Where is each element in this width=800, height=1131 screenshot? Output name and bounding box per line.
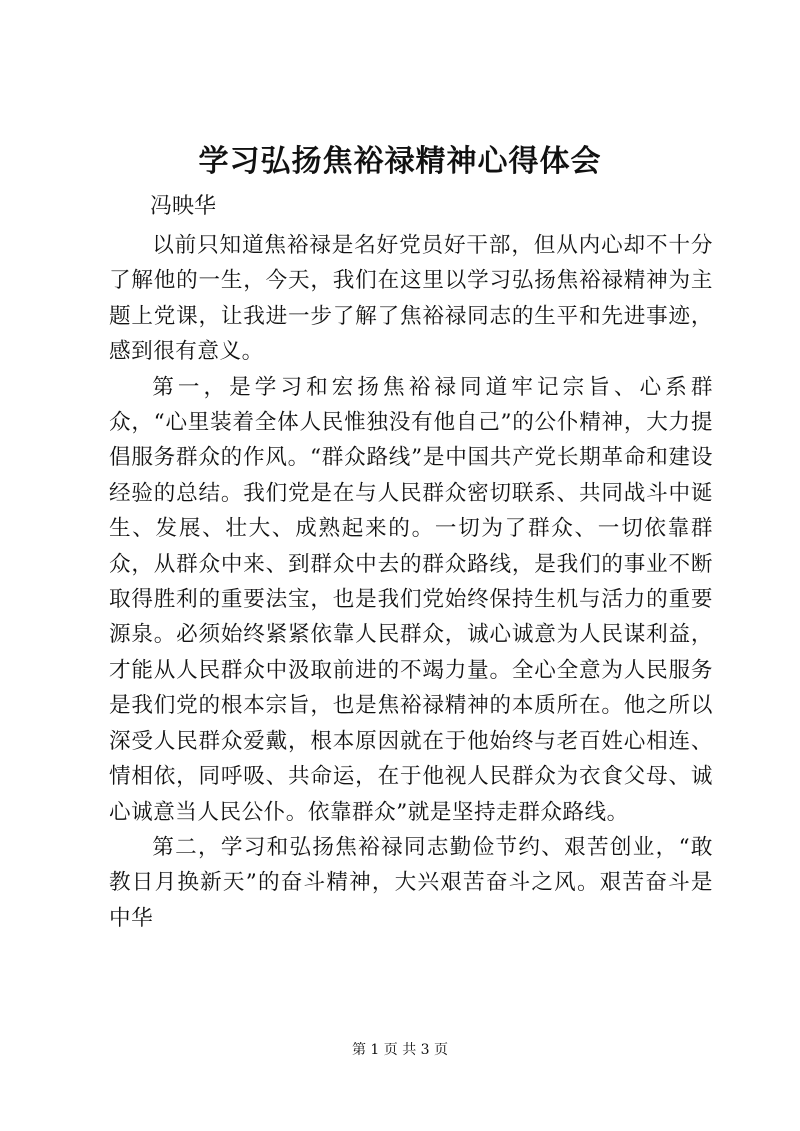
paragraph-first-point: 第一，是学习和宏扬焦裕禄同道牢记宗旨、心系群众，“心里装着全体人民惟独没有他自己”的公仆精神，大力提倡服务群众的作风。“群众路线”是中国共产党长期革命和建设经验的总结。我们党是在与人民群众密切联系、共同战斗中诞生、发展、壮大、成熟起来的。一切为了群众、一切依靠群众，从群众中来、到群众中去的群众路线，是我们的事业不断取得胜利的重要法宝，也是我们党始终保持生机与活力的重要源泉。必须始终紧紧依靠人民群众，诚心诚意为人民谋利益，才能从人民群众中汲取前进的不竭力量。全心全意为人民服务是我们党的根本宗旨，也是焦裕禄精神的本质所在。他之所以深受人民群众爱戴，根本原因就在于他始终与老百姓心相连、情相依，同呼吸、共命运，在于他视人民群众为衣食父母、诚心诚意当人民公仆。依靠群众”就是坚持走群众路线。 xyxy=(109,374,713,825)
document-body xyxy=(109,228,713,936)
author-name: 冯映华 xyxy=(150,194,217,219)
page-number-footer: 第 1 页 共 3 页 xyxy=(351,1042,449,1058)
paragraph-intro: 以前只知道焦裕禄是名好党员好干部，但从内心却不十分了解他的一生，今天，我们在这里以学习弘扬焦裕禄精神为主题上党课，让我进一步了解了焦裕禄同志的生平和先进事迹，感到很有意义。 xyxy=(109,233,713,365)
paragraph-second-point: 第二，学习和弘扬焦裕禄同志勤俭节约、艰苦创业，“敢教日月换新天”的奋斗精神，大兴艰苦奋斗之风。艰苦奋斗是中华 xyxy=(109,834,713,931)
document-title: 学习弘扬焦裕禄精神心得体会 xyxy=(198,144,602,179)
